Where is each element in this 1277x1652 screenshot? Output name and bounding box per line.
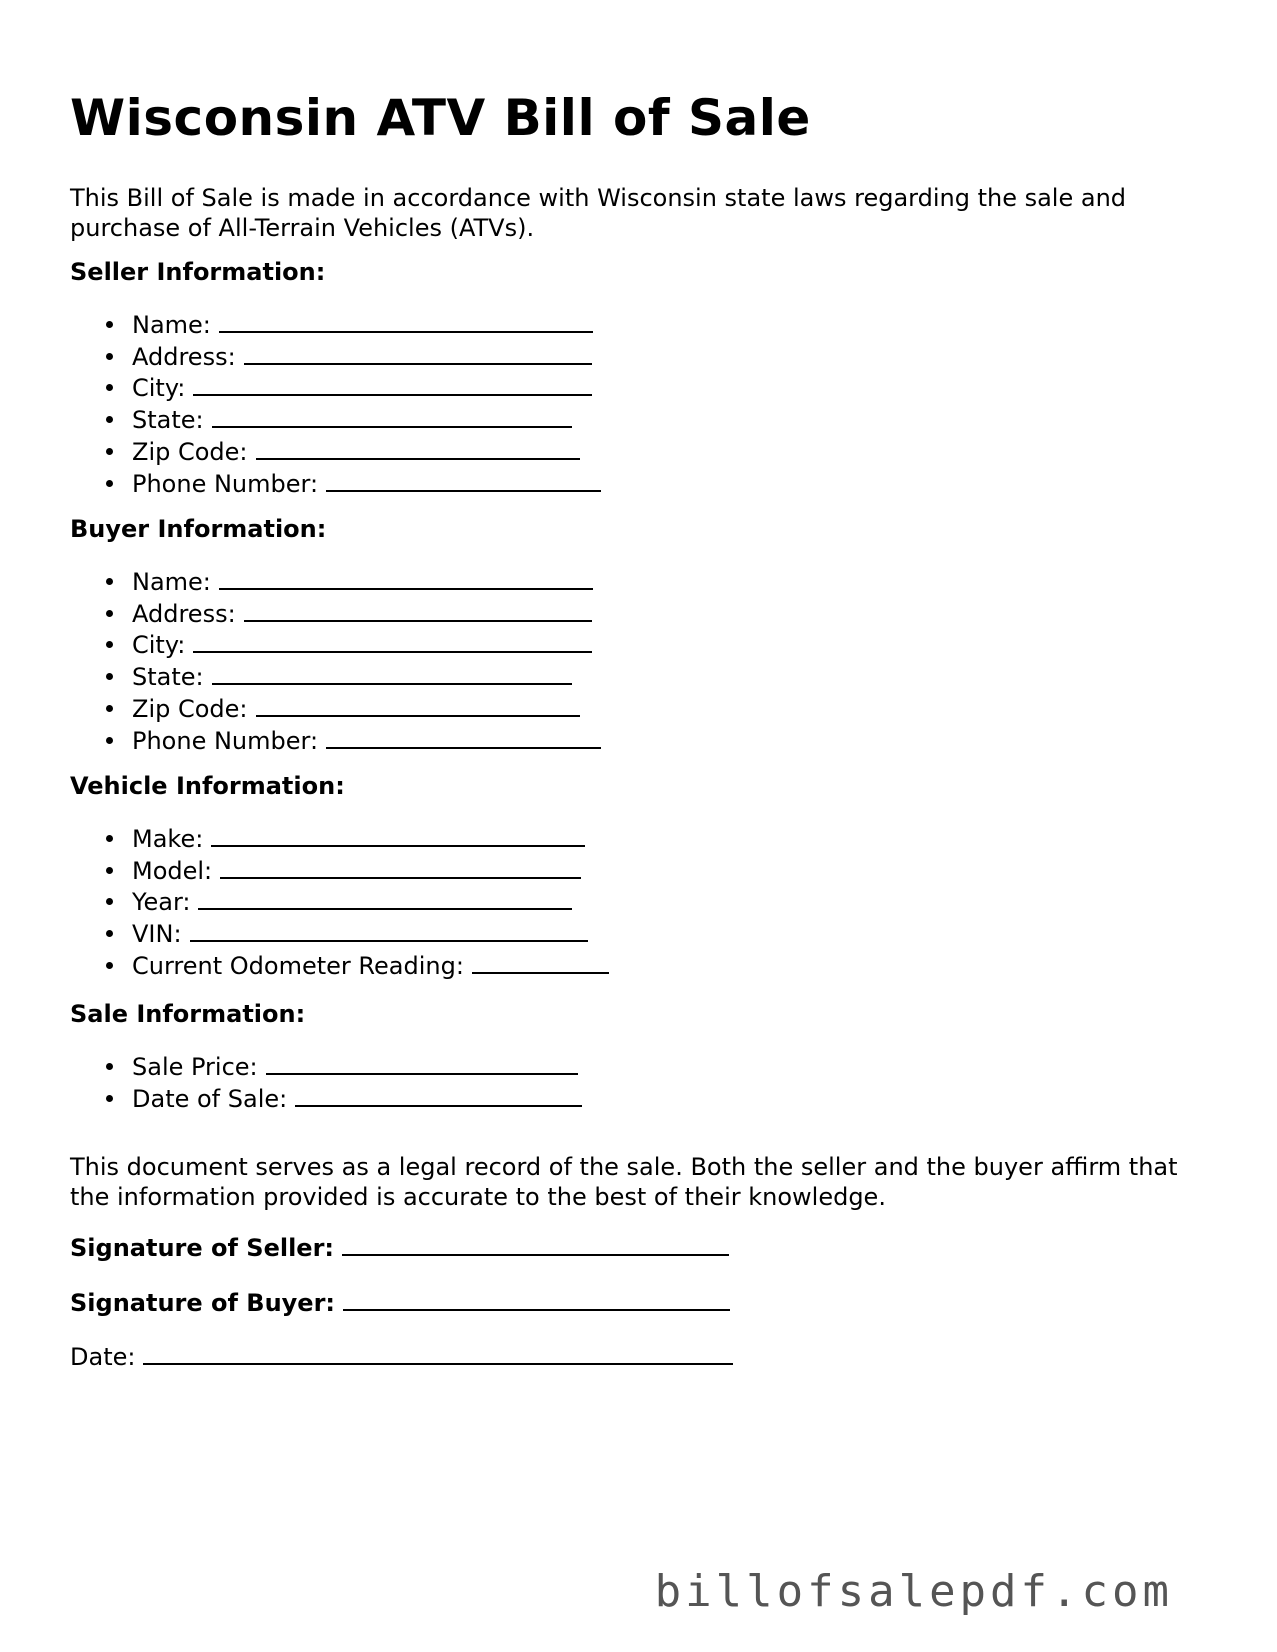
date-blank[interactable]: [143, 1341, 733, 1365]
field-label: Date of Sale:: [132, 1084, 288, 1113]
field-label: Name:: [132, 311, 211, 339]
seller-signature-label: Signature of Seller:: [70, 1234, 335, 1262]
intro-paragraph: This Bill of Sale is made in accordance with Wisconsin state laws regarding the sale and purchase of All-Terrain Vehicles (ATVs).: [70, 184, 1127, 242]
seller-state-item: [70, 404, 601, 436]
buyer-zip-item: [70, 693, 601, 725]
seller-heading: Seller Information:: [70, 258, 326, 286]
buyer-name-blank[interactable]: [219, 566, 593, 590]
vehicle-year-blank[interactable]: [198, 886, 572, 910]
buyer-zip-blank[interactable]: [256, 693, 580, 717]
vehicle-odometer-item: [70, 950, 609, 982]
buyer-signature-label: Signature of Buyer:: [70, 1289, 336, 1317]
buyer-city-blank[interactable]: [193, 629, 592, 653]
buyer-state-item: [70, 661, 601, 693]
buyer-state-blank[interactable]: [212, 661, 572, 685]
field-label: Zip Code:: [132, 694, 248, 723]
buyer-address-item: [70, 598, 601, 630]
field-label: Sale Price:: [132, 1053, 258, 1081]
vehicle-make-blank[interactable]: [211, 823, 585, 847]
buyer-phone-item: [70, 725, 601, 757]
buyer-address-blank[interactable]: [244, 598, 592, 622]
watermark-text: billofsalepdf.com: [654, 1566, 1173, 1617]
seller-field-list: [70, 309, 601, 499]
vehicle-year-item: [70, 886, 609, 918]
buyer-signature-line: [70, 1287, 730, 1318]
seller-signature-blank[interactable]: [342, 1232, 729, 1256]
seller-name-item: [70, 309, 601, 341]
field-label: Make:: [132, 825, 204, 853]
field-label: State:: [132, 406, 204, 435]
field-label: VIN:: [132, 920, 182, 949]
date-label: Date:: [70, 1343, 136, 1371]
sale-price-blank[interactable]: [266, 1051, 578, 1075]
buyer-signature-blank[interactable]: [343, 1287, 730, 1311]
seller-phone-blank[interactable]: [326, 468, 601, 492]
seller-address-item: [70, 341, 601, 373]
sale-price-item: [70, 1051, 582, 1083]
closing-paragraph: This document serves as a legal record of the sale. Both the seller and the buyer affirm that the information provided is accurate to the best of their knowledge.: [70, 1153, 1178, 1211]
vehicle-field-list: [70, 823, 609, 982]
field-label: Address:: [132, 599, 236, 628]
buyer-heading: Buyer Information:: [70, 515, 327, 543]
vehicle-model-item: [70, 855, 609, 887]
field-label: Model:: [132, 856, 213, 885]
buyer-name-item: [70, 566, 601, 598]
seller-address-blank[interactable]: [244, 341, 592, 365]
sale-date-item: [70, 1083, 582, 1115]
date-line: [70, 1341, 733, 1372]
field-label: Address:: [132, 342, 236, 371]
page-title: Wisconsin ATV Bill of Sale: [70, 89, 811, 147]
vehicle-vin-blank[interactable]: [190, 918, 588, 942]
vehicle-heading: Vehicle Information:: [70, 772, 345, 800]
field-label: Phone Number:: [132, 469, 319, 498]
seller-zip-item: [70, 436, 601, 468]
buyer-field-list: [70, 566, 601, 756]
seller-zip-blank[interactable]: [256, 436, 580, 460]
field-label: Phone Number:: [132, 726, 319, 755]
sale-field-list: [70, 1051, 582, 1114]
buyer-city-item: [70, 629, 601, 661]
vehicle-odometer-blank[interactable]: [472, 950, 609, 974]
field-label: Zip Code:: [132, 437, 248, 466]
field-label: Current Odometer Reading:: [132, 951, 464, 980]
field-label: State:: [132, 663, 204, 692]
field-label: Name:: [132, 568, 211, 596]
seller-state-blank[interactable]: [212, 404, 572, 428]
field-label: City:: [132, 374, 186, 403]
sale-date-blank[interactable]: [295, 1083, 582, 1107]
seller-signature-line: [70, 1232, 729, 1263]
seller-city-blank[interactable]: [193, 372, 592, 396]
buyer-phone-blank[interactable]: [326, 725, 601, 749]
field-label: Year:: [132, 888, 191, 917]
seller-city-item: [70, 372, 601, 404]
vehicle-model-blank[interactable]: [220, 855, 581, 879]
vehicle-make-item: [70, 823, 609, 855]
vehicle-vin-item: [70, 918, 609, 950]
sale-heading: Sale Information:: [70, 1000, 306, 1028]
seller-phone-item: [70, 468, 601, 500]
field-label: City:: [132, 631, 186, 660]
seller-name-blank[interactable]: [219, 309, 593, 333]
